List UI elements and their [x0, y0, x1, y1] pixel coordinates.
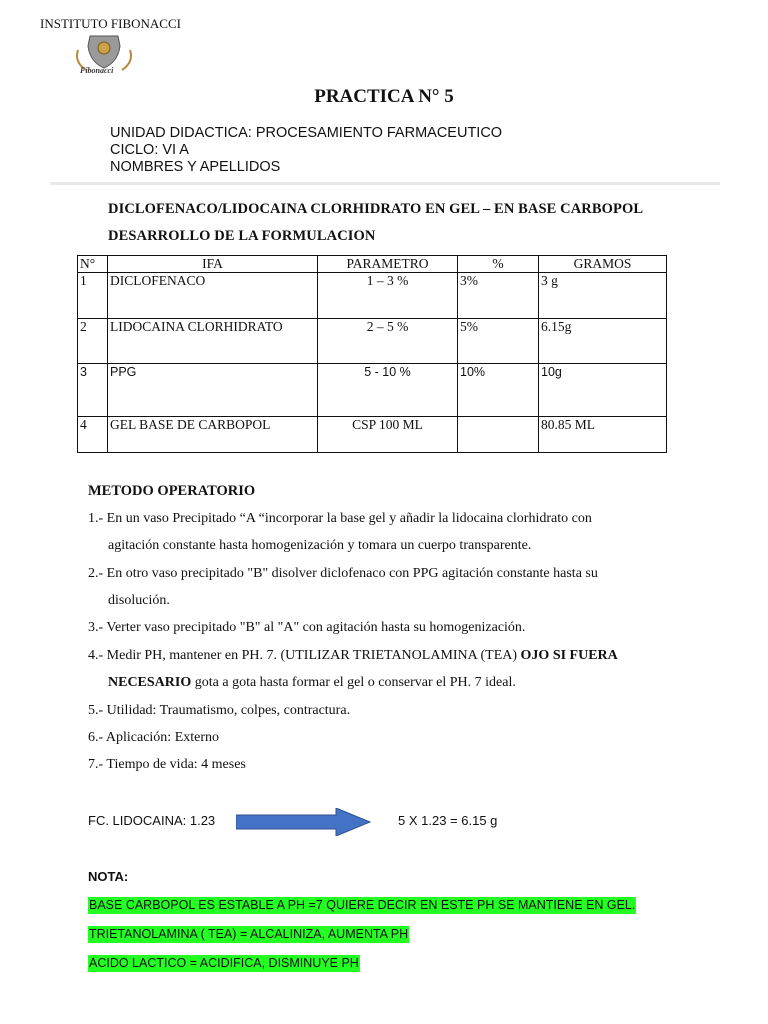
nota-line-3: ACIDO LACTICO = ACIDIFICA, DISMINUYE PH [89, 956, 359, 970]
table-header-row [78, 256, 667, 273]
col-header-parametro: PARAMETRO [318, 256, 458, 273]
row-pct: 10% [458, 364, 539, 417]
formulation-table [77, 255, 667, 453]
row-number: 1 [78, 273, 108, 319]
nota-line-1: BASE CARBOPOL ES ESTABLE A PH =7 QUIERE DECIR EN ESTE PH SE MANTIENE EN GEL. [89, 898, 636, 912]
step-4-cont-text: gota a gota hasta formar el gel o conservar el PH. 7 ideal. [194, 675, 516, 690]
step-4-cont-bold: NECESARIO [108, 675, 192, 690]
step-4 [88, 647, 618, 665]
row-pct: 5% [458, 319, 539, 364]
step-4-bold: OJO SI FUERA [520, 648, 618, 663]
row-gramos: 6.15g [539, 319, 667, 364]
formula-title: DICLOFENACO/LIDOCAINA CLORHIDRATO EN GEL – EN BASE CARBOPOL [108, 201, 644, 217]
step-3: 3.- Verter vaso precipitado "B" al "A" con agitación hasta su homogenización. [88, 620, 526, 635]
step-1-cont: agitación constante hasta homogenización y tomara un cuerpo transparente. [108, 538, 532, 553]
nota-title: NOTA: [88, 869, 129, 884]
table-row [78, 273, 667, 319]
development-title: DESARROLLO DE LA FORMULACION [108, 228, 376, 244]
step-6: 6.- Aplicación: Externo [88, 730, 220, 745]
divider [50, 182, 720, 185]
unidad-didactica: UNIDAD DIDACTICA: PROCESAMIENTO FARMACEUTICO [110, 125, 503, 141]
row-pct [458, 417, 539, 453]
row-gramos: 80.85 ML [539, 417, 667, 453]
row-parametro: 1 – 3 % [318, 273, 458, 319]
nota-line-2: TRIETANOLAMINA ( TEA) = ALCALINIZA, AUMENTA PH [89, 927, 409, 941]
step-1: 1.- En un vaso Precipitado “A “incorporar la base gel y añadir la lidocaina clorhidrato con [88, 511, 592, 526]
row-parametro: 5 - 10 % [318, 364, 458, 417]
row-ifa: GEL BASE DE CARBOPOL [108, 417, 318, 453]
row-ifa: LIDOCAINA CLORHIDRATO [108, 319, 318, 364]
factor-label: FC. LIDOCAINA: 1.23 [88, 813, 216, 828]
row-number: 3 [78, 364, 108, 417]
row-parametro: 2 – 5 % [318, 319, 458, 364]
logo-text: Fibonacci [80, 66, 114, 75]
row-parametro: CSP 100 ML [318, 417, 458, 453]
table-row [78, 364, 667, 417]
row-number: 4 [78, 417, 108, 453]
nombres-apellidos: NOMBRES Y APELLIDOS [110, 159, 281, 175]
table-row [78, 417, 667, 453]
row-number: 2 [78, 319, 108, 364]
col-header-gramos: GRAMOS [539, 256, 667, 273]
factor-calculation: 5 X 1.23 = 6.15 g [398, 813, 498, 828]
col-header-n: N° [78, 256, 108, 273]
institute-name: INSTITUTO FIBONACCI [40, 16, 181, 31]
row-gramos: 10g [539, 364, 667, 417]
col-header-ifa: IFA [108, 256, 318, 273]
step-2: 2.- En otro vaso precipitado "B" disolver diclofenaco con PPG agitación constante hasta su [88, 566, 598, 581]
row-gramos: 3 g [539, 273, 667, 319]
table-row [78, 319, 667, 364]
col-header-pct: % [458, 256, 539, 273]
step-4-cont [108, 674, 516, 692]
step-7: 7.- Tiempo de vida: 4 meses [88, 757, 246, 772]
ciclo: CICLO: VI A [110, 142, 189, 158]
step-5: 5.- Utilidad: Traumatismo, colpes, contractura. [88, 703, 351, 718]
row-ifa: PPG [108, 364, 318, 417]
step-2-cont: disolución. [108, 593, 170, 608]
step-4-text: 4.- Medir PH, mantener en PH. 7. (UTILIZAR TRIETANOLAMINA (TEA) [88, 648, 518, 663]
page-title: PRACTICA N° 5 [314, 86, 454, 107]
row-pct: 3% [458, 273, 539, 319]
right-arrow-icon [236, 808, 372, 836]
metodo-title: METODO OPERATORIO [88, 483, 256, 499]
row-ifa: DICLOFENACO [108, 273, 318, 319]
